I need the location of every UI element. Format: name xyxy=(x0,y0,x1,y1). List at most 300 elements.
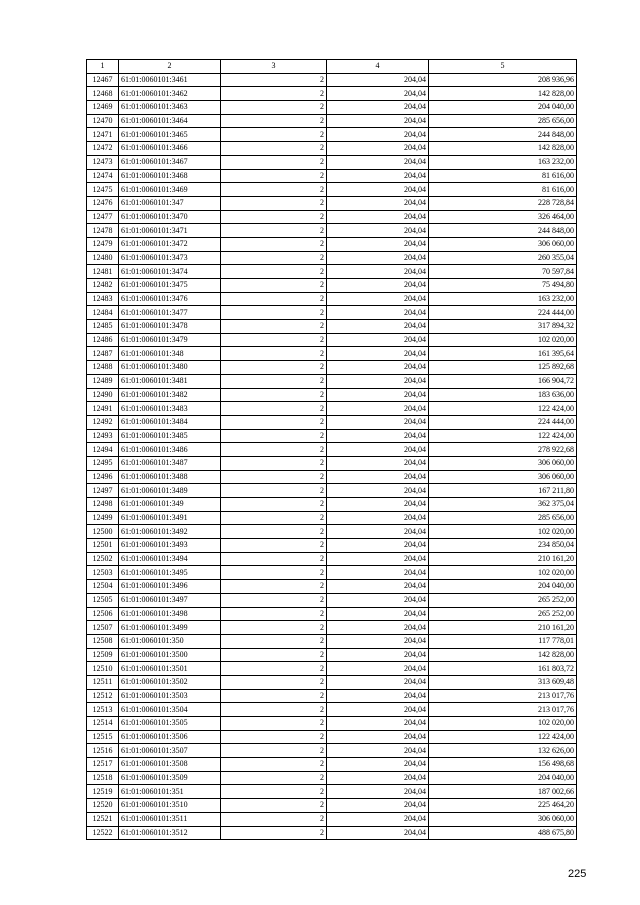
count-cell: 2 xyxy=(221,292,327,306)
table-row xyxy=(87,552,577,566)
area-cell: 204,04 xyxy=(327,566,429,580)
row-number-cell: 12469 xyxy=(87,101,119,115)
cadastral-number-cell: 61:01:0060101:3489 xyxy=(119,484,221,498)
area-cell: 204,04 xyxy=(327,621,429,635)
row-number-cell: 12467 xyxy=(87,73,119,87)
value-cell: 306 060,00 xyxy=(429,470,577,484)
table-row xyxy=(87,251,577,265)
value-cell: 265 252,00 xyxy=(429,593,577,607)
count-cell: 2 xyxy=(221,361,327,375)
count-cell: 2 xyxy=(221,703,327,717)
table-row xyxy=(87,580,577,594)
row-number-cell: 12480 xyxy=(87,251,119,265)
count-cell: 2 xyxy=(221,593,327,607)
row-number-cell: 12492 xyxy=(87,415,119,429)
value-cell: 224 444,00 xyxy=(429,415,577,429)
cadastral-number-cell: 61:01:0060101:3495 xyxy=(119,566,221,580)
row-number-cell: 12506 xyxy=(87,607,119,621)
area-cell: 204,04 xyxy=(327,511,429,525)
row-number-cell: 12477 xyxy=(87,210,119,224)
count-cell: 2 xyxy=(221,415,327,429)
value-cell: 285 656,00 xyxy=(429,511,577,525)
cadastral-number-cell: 61:01:0060101:3503 xyxy=(119,689,221,703)
row-number-cell: 12522 xyxy=(87,826,119,840)
cadastral-number-cell: 61:01:0060101:349 xyxy=(119,498,221,512)
table-row xyxy=(87,744,577,758)
count-cell: 2 xyxy=(221,566,327,580)
count-cell: 2 xyxy=(221,429,327,443)
value-cell: 117 778,01 xyxy=(429,634,577,648)
cadastral-number-cell: 61:01:0060101:3468 xyxy=(119,169,221,183)
count-cell: 2 xyxy=(221,443,327,457)
area-cell: 204,04 xyxy=(327,675,429,689)
value-cell: 204 040,00 xyxy=(429,101,577,115)
value-cell: 306 060,00 xyxy=(429,456,577,470)
row-number-cell: 12521 xyxy=(87,812,119,826)
area-cell: 204,04 xyxy=(327,415,429,429)
area-cell: 204,04 xyxy=(327,744,429,758)
row-number-cell: 12485 xyxy=(87,320,119,334)
table-row xyxy=(87,593,577,607)
row-number-cell: 12475 xyxy=(87,183,119,197)
row-number-cell: 12484 xyxy=(87,306,119,320)
count-cell: 2 xyxy=(221,169,327,183)
area-cell: 204,04 xyxy=(327,183,429,197)
value-cell: 102 020,00 xyxy=(429,525,577,539)
cadastral-number-cell: 61:01:0060101:3465 xyxy=(119,128,221,142)
area-cell: 204,04 xyxy=(327,169,429,183)
table-row xyxy=(87,402,577,416)
value-cell: 142 828,00 xyxy=(429,87,577,101)
area-cell: 204,04 xyxy=(327,429,429,443)
count-cell: 2 xyxy=(221,196,327,210)
count-cell: 2 xyxy=(221,210,327,224)
count-cell: 2 xyxy=(221,717,327,731)
value-cell: 228 728,84 xyxy=(429,196,577,210)
value-cell: 306 060,00 xyxy=(429,812,577,826)
cadastral-number-cell: 61:01:0060101:3494 xyxy=(119,552,221,566)
cadastral-number-cell: 61:01:0060101:3477 xyxy=(119,306,221,320)
row-number-cell: 12510 xyxy=(87,662,119,676)
cadastral-number-cell: 61:01:0060101:3507 xyxy=(119,744,221,758)
value-cell: 326 464,00 xyxy=(429,210,577,224)
cadastral-number-cell: 61:01:0060101:3467 xyxy=(119,155,221,169)
table-row xyxy=(87,155,577,169)
cadastral-number-cell: 61:01:0060101:3464 xyxy=(119,114,221,128)
table-row xyxy=(87,730,577,744)
value-cell: 362 375,04 xyxy=(429,498,577,512)
area-cell: 204,04 xyxy=(327,662,429,676)
area-cell: 204,04 xyxy=(327,498,429,512)
count-cell: 2 xyxy=(221,607,327,621)
row-number-cell: 12519 xyxy=(87,785,119,799)
value-cell: 102 020,00 xyxy=(429,717,577,731)
count-cell: 2 xyxy=(221,114,327,128)
value-cell: 102 020,00 xyxy=(429,566,577,580)
table-row xyxy=(87,292,577,306)
area-cell: 204,04 xyxy=(327,347,429,361)
column-header: 5 xyxy=(429,60,577,74)
row-number-cell: 12508 xyxy=(87,634,119,648)
count-cell: 2 xyxy=(221,265,327,279)
value-cell: 81 616,00 xyxy=(429,169,577,183)
count-cell: 2 xyxy=(221,812,327,826)
row-number-cell: 12490 xyxy=(87,388,119,402)
count-cell: 2 xyxy=(221,87,327,101)
value-cell: 313 609,48 xyxy=(429,675,577,689)
table-row xyxy=(87,799,577,813)
row-number-cell: 12495 xyxy=(87,456,119,470)
area-cell: 204,04 xyxy=(327,484,429,498)
row-number-cell: 12516 xyxy=(87,744,119,758)
table-row xyxy=(87,196,577,210)
count-cell: 2 xyxy=(221,101,327,115)
row-number-cell: 12511 xyxy=(87,675,119,689)
count-cell: 2 xyxy=(221,484,327,498)
table-row xyxy=(87,210,577,224)
count-cell: 2 xyxy=(221,470,327,484)
area-cell: 204,04 xyxy=(327,306,429,320)
cadastral-number-cell: 61:01:0060101:3483 xyxy=(119,402,221,416)
count-cell: 2 xyxy=(221,730,327,744)
area-cell: 204,04 xyxy=(327,114,429,128)
cadastral-number-cell: 61:01:0060101:3510 xyxy=(119,799,221,813)
cadastral-number-cell: 61:01:0060101:3509 xyxy=(119,771,221,785)
table-row xyxy=(87,484,577,498)
count-cell: 2 xyxy=(221,374,327,388)
table-row xyxy=(87,374,577,388)
value-cell: 102 020,00 xyxy=(429,333,577,347)
area-cell: 204,04 xyxy=(327,812,429,826)
count-cell: 2 xyxy=(221,73,327,87)
area-cell: 204,04 xyxy=(327,361,429,375)
value-cell: 213 017,76 xyxy=(429,689,577,703)
area-cell: 204,04 xyxy=(327,73,429,87)
count-cell: 2 xyxy=(221,224,327,238)
value-cell: 122 424,00 xyxy=(429,730,577,744)
cadastral-number-cell: 61:01:0060101:3475 xyxy=(119,279,221,293)
cadastral-table xyxy=(86,59,577,840)
area-cell: 204,04 xyxy=(327,785,429,799)
table-row xyxy=(87,429,577,443)
area-cell: 204,04 xyxy=(327,717,429,731)
area-cell: 204,04 xyxy=(327,689,429,703)
area-cell: 204,04 xyxy=(327,539,429,553)
row-number-cell: 12512 xyxy=(87,689,119,703)
count-cell: 2 xyxy=(221,333,327,347)
row-number-cell: 12478 xyxy=(87,224,119,238)
row-number-cell: 12518 xyxy=(87,771,119,785)
value-cell: 306 060,00 xyxy=(429,237,577,251)
table-row xyxy=(87,607,577,621)
column-header: 3 xyxy=(221,60,327,74)
table-body xyxy=(87,73,577,840)
row-number-cell: 12474 xyxy=(87,169,119,183)
cadastral-number-cell: 61:01:0060101:3474 xyxy=(119,265,221,279)
value-cell: 488 675,80 xyxy=(429,826,577,840)
cadastral-number-cell: 61:01:0060101:348 xyxy=(119,347,221,361)
table-row xyxy=(87,128,577,142)
table-row xyxy=(87,498,577,512)
area-cell: 204,04 xyxy=(327,87,429,101)
cadastral-number-cell: 61:01:0060101:3485 xyxy=(119,429,221,443)
area-cell: 204,04 xyxy=(327,224,429,238)
row-number-cell: 12487 xyxy=(87,347,119,361)
value-cell: 244 848,00 xyxy=(429,224,577,238)
table-row xyxy=(87,415,577,429)
value-cell: 161 395,64 xyxy=(429,347,577,361)
cadastral-number-cell: 61:01:0060101:3469 xyxy=(119,183,221,197)
area-cell: 204,04 xyxy=(327,101,429,115)
row-number-cell: 12501 xyxy=(87,539,119,553)
row-number-cell: 12500 xyxy=(87,525,119,539)
count-cell: 2 xyxy=(221,525,327,539)
cadastral-number-cell: 61:01:0060101:350 xyxy=(119,634,221,648)
row-number-cell: 12504 xyxy=(87,580,119,594)
table-row xyxy=(87,785,577,799)
row-number-cell: 12520 xyxy=(87,799,119,813)
row-number-cell: 12496 xyxy=(87,470,119,484)
row-number-cell: 12472 xyxy=(87,142,119,156)
table-row xyxy=(87,224,577,238)
table-row xyxy=(87,634,577,648)
column-header: 1 xyxy=(87,60,119,74)
area-cell: 204,04 xyxy=(327,210,429,224)
table-row xyxy=(87,826,577,840)
count-cell: 2 xyxy=(221,237,327,251)
row-number-cell: 12497 xyxy=(87,484,119,498)
cadastral-number-cell: 61:01:0060101:3482 xyxy=(119,388,221,402)
row-number-cell: 12502 xyxy=(87,552,119,566)
table-row xyxy=(87,621,577,635)
area-cell: 204,04 xyxy=(327,607,429,621)
cadastral-number-cell: 61:01:0060101:3481 xyxy=(119,374,221,388)
count-cell: 2 xyxy=(221,744,327,758)
table-row xyxy=(87,169,577,183)
area-cell: 204,04 xyxy=(327,251,429,265)
table-row xyxy=(87,361,577,375)
cadastral-number-cell: 61:01:0060101:3470 xyxy=(119,210,221,224)
area-cell: 204,04 xyxy=(327,443,429,457)
row-number-cell: 12515 xyxy=(87,730,119,744)
value-cell: 122 424,00 xyxy=(429,402,577,416)
row-number-cell: 12503 xyxy=(87,566,119,580)
row-number-cell: 12470 xyxy=(87,114,119,128)
value-cell: 156 498,68 xyxy=(429,758,577,772)
table-row xyxy=(87,388,577,402)
count-cell: 2 xyxy=(221,498,327,512)
cadastral-number-cell: 61:01:0060101:3478 xyxy=(119,320,221,334)
area-cell: 204,04 xyxy=(327,320,429,334)
table-row xyxy=(87,648,577,662)
cadastral-number-cell: 61:01:0060101:3504 xyxy=(119,703,221,717)
row-number-cell: 12468 xyxy=(87,87,119,101)
area-cell: 204,04 xyxy=(327,730,429,744)
count-cell: 2 xyxy=(221,183,327,197)
table-row xyxy=(87,566,577,580)
count-cell: 2 xyxy=(221,279,327,293)
table-row xyxy=(87,279,577,293)
row-number-cell: 12488 xyxy=(87,361,119,375)
row-number-cell: 12479 xyxy=(87,237,119,251)
row-number-cell: 12483 xyxy=(87,292,119,306)
table-row xyxy=(87,771,577,785)
value-cell: 213 017,76 xyxy=(429,703,577,717)
table-row xyxy=(87,443,577,457)
row-number-cell: 12499 xyxy=(87,511,119,525)
table-row xyxy=(87,101,577,115)
cadastral-number-cell: 61:01:0060101:3487 xyxy=(119,456,221,470)
value-cell: 265 252,00 xyxy=(429,607,577,621)
count-cell: 2 xyxy=(221,456,327,470)
cadastral-number-cell: 61:01:0060101:351 xyxy=(119,785,221,799)
count-cell: 2 xyxy=(221,347,327,361)
count-cell: 2 xyxy=(221,306,327,320)
value-cell: 142 828,00 xyxy=(429,142,577,156)
row-number-cell: 12482 xyxy=(87,279,119,293)
cadastral-number-cell: 61:01:0060101:3512 xyxy=(119,826,221,840)
table-row xyxy=(87,142,577,156)
value-cell: 183 636,00 xyxy=(429,388,577,402)
value-cell: 225 464,20 xyxy=(429,799,577,813)
value-cell: 166 904,72 xyxy=(429,374,577,388)
table-row xyxy=(87,703,577,717)
cadastral-number-cell: 61:01:0060101:3497 xyxy=(119,593,221,607)
value-cell: 75 494,80 xyxy=(429,279,577,293)
value-cell: 224 444,00 xyxy=(429,306,577,320)
column-header: 2 xyxy=(119,60,221,74)
row-number-cell: 12471 xyxy=(87,128,119,142)
table-header-row xyxy=(87,60,577,74)
cadastral-number-cell: 61:01:0060101:3486 xyxy=(119,443,221,457)
value-cell: 163 232,00 xyxy=(429,292,577,306)
area-cell: 204,04 xyxy=(327,648,429,662)
area-cell: 204,04 xyxy=(327,758,429,772)
area-cell: 204,04 xyxy=(327,799,429,813)
row-number-cell: 12507 xyxy=(87,621,119,635)
document-page xyxy=(86,59,576,840)
cadastral-number-cell: 61:01:0060101:3473 xyxy=(119,251,221,265)
area-cell: 204,04 xyxy=(327,456,429,470)
value-cell: 187 002,66 xyxy=(429,785,577,799)
area-cell: 204,04 xyxy=(327,374,429,388)
cadastral-number-cell: 61:01:0060101:3493 xyxy=(119,539,221,553)
count-cell: 2 xyxy=(221,758,327,772)
count-cell: 2 xyxy=(221,539,327,553)
cadastral-number-cell: 61:01:0060101:3508 xyxy=(119,758,221,772)
row-number-cell: 12493 xyxy=(87,429,119,443)
count-cell: 2 xyxy=(221,580,327,594)
count-cell: 2 xyxy=(221,634,327,648)
row-number-cell: 12489 xyxy=(87,374,119,388)
cadastral-number-cell: 61:01:0060101:3466 xyxy=(119,142,221,156)
table-row xyxy=(87,525,577,539)
count-cell: 2 xyxy=(221,251,327,265)
value-cell: 244 848,00 xyxy=(429,128,577,142)
cadastral-number-cell: 61:01:0060101:3505 xyxy=(119,717,221,731)
count-cell: 2 xyxy=(221,662,327,676)
table-row xyxy=(87,812,577,826)
cadastral-number-cell: 61:01:0060101:3506 xyxy=(119,730,221,744)
cadastral-number-cell: 61:01:0060101:3498 xyxy=(119,607,221,621)
row-number-cell: 12498 xyxy=(87,498,119,512)
table-row xyxy=(87,470,577,484)
cadastral-number-cell: 61:01:0060101:3480 xyxy=(119,361,221,375)
value-cell: 285 656,00 xyxy=(429,114,577,128)
area-cell: 204,04 xyxy=(327,634,429,648)
table-row xyxy=(87,662,577,676)
value-cell: 70 597,84 xyxy=(429,265,577,279)
value-cell: 210 161,20 xyxy=(429,621,577,635)
table-row xyxy=(87,333,577,347)
table-row xyxy=(87,456,577,470)
count-cell: 2 xyxy=(221,826,327,840)
area-cell: 204,04 xyxy=(327,703,429,717)
cadastral-number-cell: 61:01:0060101:3511 xyxy=(119,812,221,826)
value-cell: 208 936,96 xyxy=(429,73,577,87)
area-cell: 204,04 xyxy=(327,237,429,251)
area-cell: 204,04 xyxy=(327,155,429,169)
area-cell: 204,04 xyxy=(327,470,429,484)
count-cell: 2 xyxy=(221,799,327,813)
table-row xyxy=(87,265,577,279)
area-cell: 204,04 xyxy=(327,826,429,840)
row-number-cell: 12509 xyxy=(87,648,119,662)
cadastral-number-cell: 61:01:0060101:3463 xyxy=(119,101,221,115)
table-row xyxy=(87,114,577,128)
column-header: 4 xyxy=(327,60,429,74)
cadastral-number-cell: 61:01:0060101:3484 xyxy=(119,415,221,429)
cadastral-number-cell: 61:01:0060101:3501 xyxy=(119,662,221,676)
count-cell: 2 xyxy=(221,320,327,334)
value-cell: 317 894,32 xyxy=(429,320,577,334)
value-cell: 125 892,68 xyxy=(429,361,577,375)
value-cell: 132 626,00 xyxy=(429,744,577,758)
cadastral-number-cell: 61:01:0060101:3461 xyxy=(119,73,221,87)
area-cell: 204,04 xyxy=(327,388,429,402)
row-number-cell: 12473 xyxy=(87,155,119,169)
row-number-cell: 12494 xyxy=(87,443,119,457)
count-cell: 2 xyxy=(221,771,327,785)
table-row xyxy=(87,689,577,703)
table-row xyxy=(87,320,577,334)
row-number-cell: 12514 xyxy=(87,717,119,731)
table-row xyxy=(87,306,577,320)
count-cell: 2 xyxy=(221,552,327,566)
count-cell: 2 xyxy=(221,142,327,156)
table-row xyxy=(87,347,577,361)
table-row xyxy=(87,758,577,772)
cadastral-number-cell: 61:01:0060101:3479 xyxy=(119,333,221,347)
table-row xyxy=(87,717,577,731)
value-cell: 122 424,00 xyxy=(429,429,577,443)
page-number: 225 xyxy=(568,868,587,880)
row-number-cell: 12491 xyxy=(87,402,119,416)
cadastral-number-cell: 61:01:0060101:3462 xyxy=(119,87,221,101)
area-cell: 204,04 xyxy=(327,279,429,293)
area-cell: 204,04 xyxy=(327,402,429,416)
cadastral-number-cell: 61:01:0060101:3500 xyxy=(119,648,221,662)
count-cell: 2 xyxy=(221,675,327,689)
area-cell: 204,04 xyxy=(327,333,429,347)
cadastral-number-cell: 61:01:0060101:3496 xyxy=(119,580,221,594)
area-cell: 204,04 xyxy=(327,292,429,306)
cadastral-number-cell: 61:01:0060101:3472 xyxy=(119,237,221,251)
cadastral-number-cell: 61:01:0060101:3476 xyxy=(119,292,221,306)
count-cell: 2 xyxy=(221,621,327,635)
value-cell: 142 828,00 xyxy=(429,648,577,662)
value-cell: 163 232,00 xyxy=(429,155,577,169)
